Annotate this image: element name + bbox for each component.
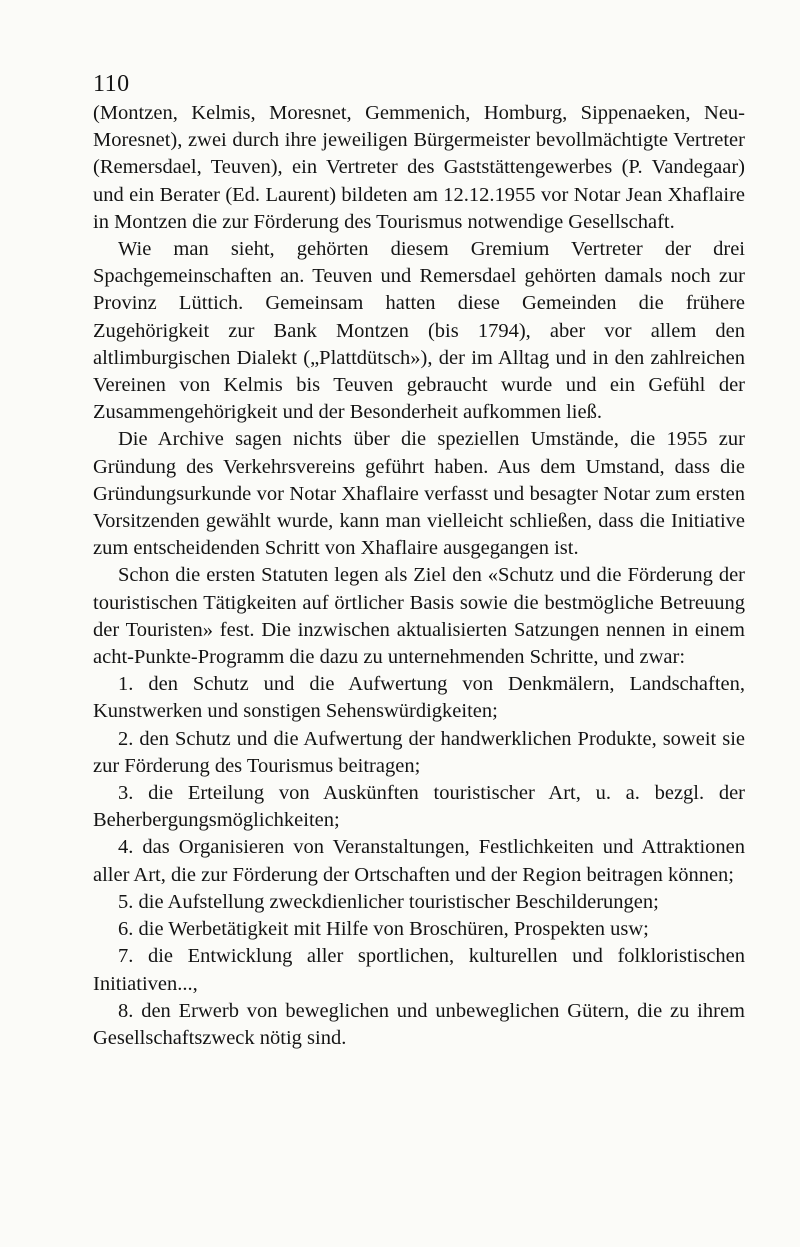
page-number: 110 [93, 71, 130, 97]
program-item-2: 2. den Schutz und die Aufwertung der handwerklichen Produkte, soweit sie zur Förderung des Tourismus beitragen; [93, 727, 745, 777]
program-item-6: 6. die Werbetätigkeit mit Hilfe von Broschüren, Prospekten usw; [118, 918, 649, 941]
program-item-8: 8. den Erwerb von beweglichen und unbeweglichen Gütern, die zu ihrem Gesellschaftszweck nötig sind. [93, 999, 745, 1049]
paragraph-statutes: Schon die ersten Statuten legen als Ziel den «Schutz und die Förderung der touristischen Tätigkeiten auf örtlicher Basis sowie die bestmögliche Betreuung der Touristen» fest. Die inzwischen aktualisierten Satzungen nennen in einem acht-Punkte-Programm die dazu zu unternehmenden Schritte, und zwar: [93, 564, 745, 669]
program-item-1: 1. den Schutz und die Aufwertung von Denkmälern, Landschaften, Kunstwerken und sonstigen Sehenswürdigkeiten; [93, 673, 745, 723]
program-item-3: 3. die Erteilung von Auskünften touristischer Art, u. a. bezgl. der Beherbergungsmöglichkeiten; [93, 782, 745, 832]
program-item-5: 5. die Aufstellung zweckdienlicher touristischer Beschilderungen; [118, 890, 659, 913]
program-item-4: 4. das Organisieren von Veranstaltungen, Festlichkeiten und Attraktionen aller Art, die zur Förderung der Ortschaften und der Region beitragen können; [93, 836, 745, 886]
program-item-7: 7. die Entwicklung aller sportlichen, kulturellen und folkloristischen Initiativen..., [93, 945, 745, 995]
body-text [93, 100, 745, 1052]
paragraph-founding-members: (Montzen, Kelmis, Moresnet, Gemmenich, Homburg, Sippenaeken, Neu-Moresnet), zwei durch ihre jeweiligen Bürgermeister bevollmächtigte Vertreter (Remersdael, Teuven), ein Vertreter des Gaststättengewerbes (P. Vandegaar) und ein Berater (Ed. Laurent) bildeten am 12.12.1955 vor Notar Jean Xhaflaire in Montzen die zur Förderung des Tourismus notwendige Gesellschaft. [93, 102, 745, 233]
paragraph-archives: Die Archive sagen nichts über die speziellen Umstände, die 1955 zur Gründung des Verkehrsvereins geführt haben. Aus dem Umstand, dass die Gründungsurkunde vor Notar Xhaflaire verfasst und besagter Notar zum ersten Vorsitzenden gewählt wurde, kann man vielleicht schließen, dass die Initiative zum entscheidenden Schritt von Xhaflaire ausgegangen ist. [93, 428, 745, 560]
paragraph-language-communities: Wie man sieht, gehörten diesem Gremium Vertreter der drei Spachgemeinschaften an. Teuven und Remersdael gehörten damals noch zur Provinz Lüttich. Gemeinsam hatten diese Gemeinden die frühere Zugehörigkeit zur Bank Montzen (bis 1794), aber vor allem den altlimburgischen Dialekt („Plattdütsch»), der im Alltag und in den zahlreichen Vereinen von Kelmis bis Teuven gebraucht wurde und ein Gefühl der Zusammengehörigkeit und der Besonderheit aufkommen ließ. [93, 238, 745, 424]
